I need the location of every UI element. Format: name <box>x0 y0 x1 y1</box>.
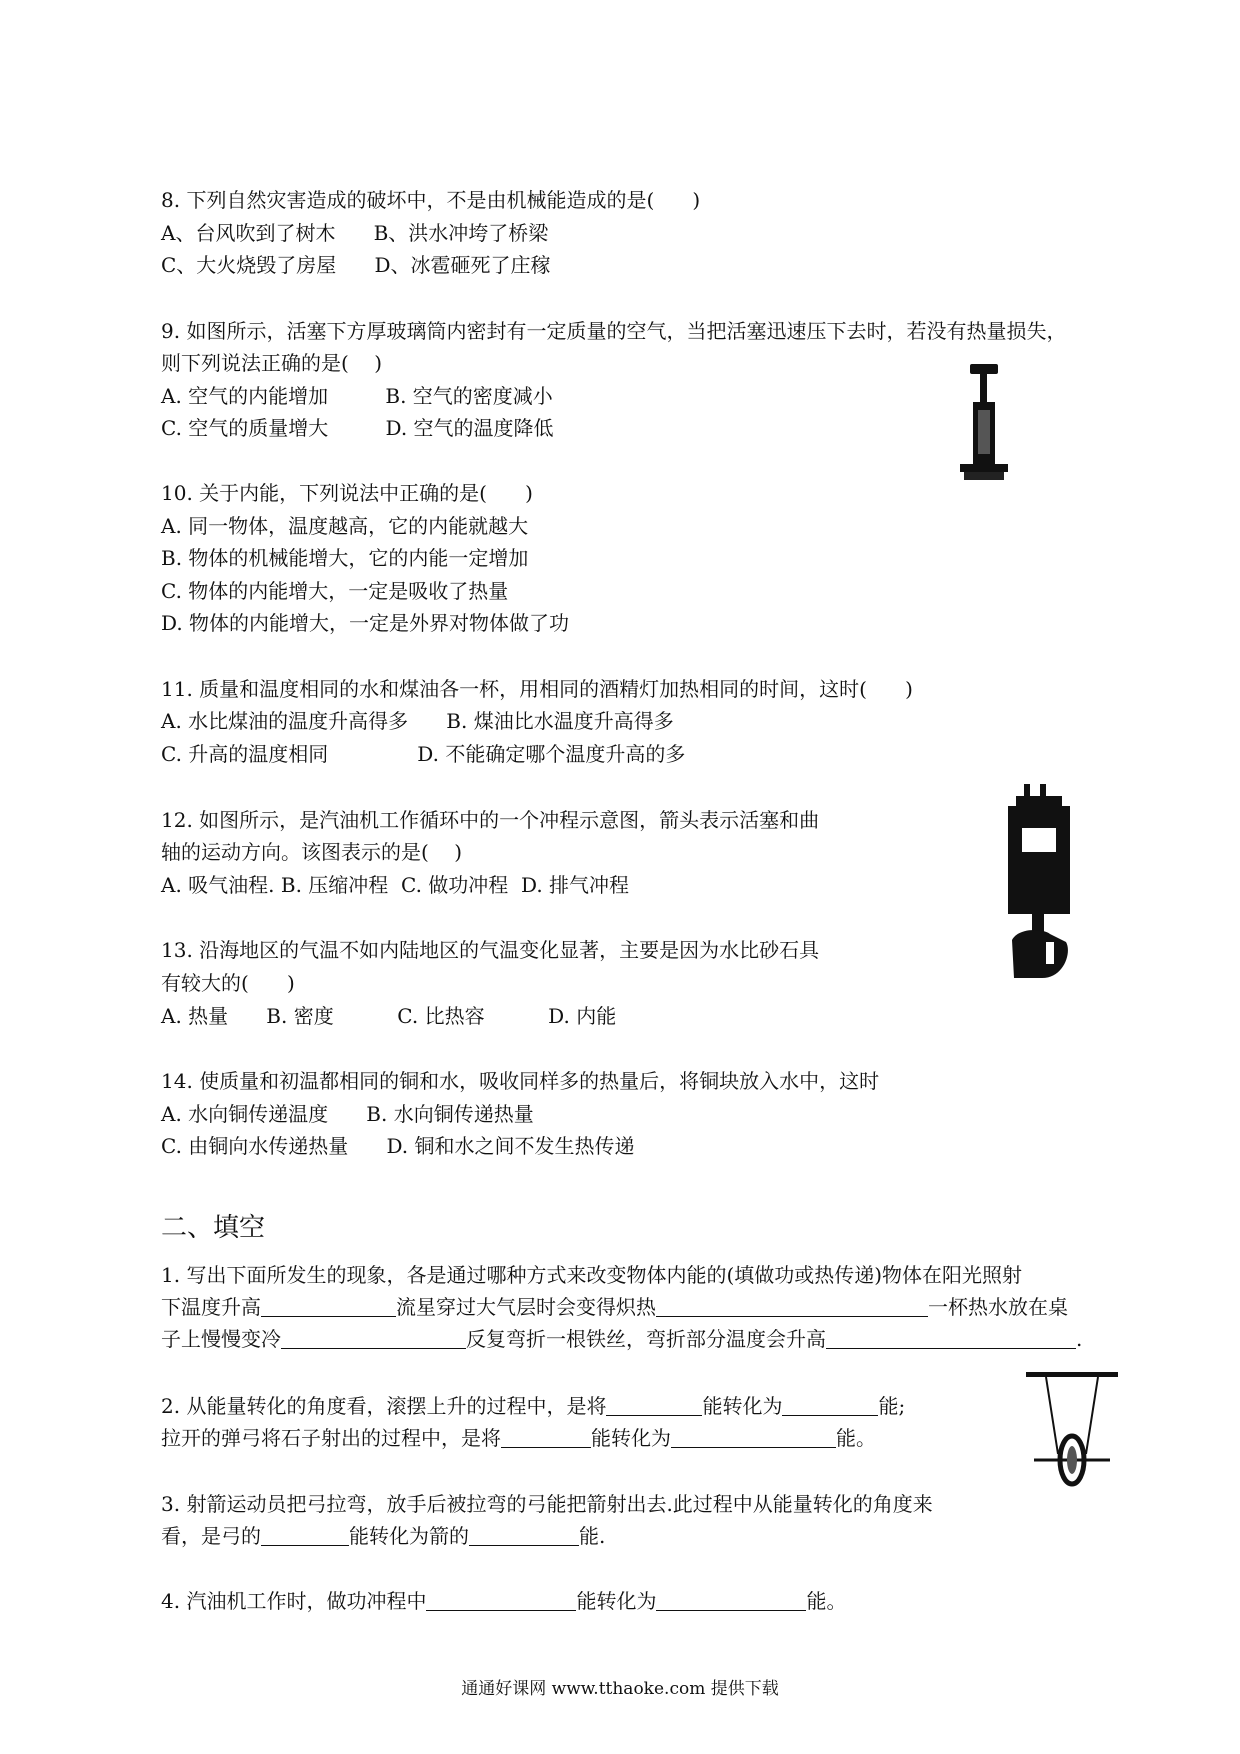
fill1-blank-3[interactable] <box>281 1328 466 1349</box>
q10-stem: 10. 关于内能，下列说法中正确的是( ) <box>161 481 533 505</box>
fill2-blank-4[interactable] <box>671 1427 836 1448</box>
q10-option-c: C. 物体的内能增大，一定是吸收了热量 <box>161 579 509 603</box>
fill3-blank-1[interactable] <box>261 1525 349 1546</box>
fill4-text-3: 能。 <box>806 1589 847 1613</box>
fill1-blank-2[interactable] <box>656 1296 928 1317</box>
q11-options-cd: C. 升高的温度相同 D. 不能确定哪个温度升高的多 <box>161 742 686 766</box>
q9-stem-line1: 9. 如图所示，活塞下方厚玻璃筒内密封有一定质量的空气，当把活塞迅速压下去时，若没有热量损失， <box>161 319 1067 343</box>
fill2-text-1: 2. 从能量转化的角度看，滚摆上升的过程中，是将 <box>161 1394 607 1418</box>
q8-options-cd: C、大火烧毁了房屋 D、冰雹砸死了庄稼 <box>161 253 551 277</box>
fill2-blank-1[interactable] <box>606 1395 702 1416</box>
q14-stem: 14. 使质量和初温都相同的铜和水，吸收同样多的热量后，将铜块放入水中，这时 <box>161 1069 880 1093</box>
fill2-blank-3[interactable] <box>501 1427 591 1448</box>
fill1-text-2: 流星穿过大气层时会变得炽热 <box>396 1295 656 1319</box>
fill3-text-2: 能转化为箭的 <box>349 1524 469 1548</box>
fill3-line2 <box>161 1524 605 1548</box>
fill1-blank-4[interactable] <box>826 1328 1076 1349</box>
engine-stroke-figure <box>1002 782 1078 982</box>
fill2-line1 <box>161 1394 905 1418</box>
page-footer: 通通好课网 www.tthaoke.com 提供下载 <box>461 1679 779 1699</box>
fill4-blank-2[interactable] <box>656 1590 806 1611</box>
q12-stem-line1: 12. 如图所示，是汽油机工作循环中的一个冲程示意图，箭头表示活塞和曲 <box>161 808 820 832</box>
q9-stem-line2: 则下列说法正确的是( ) <box>161 351 383 375</box>
q9-options-ab: A. 空气的内能增加 B. 空气的密度减小 <box>161 384 553 408</box>
q8-options-ab: A、台风吹到了树木 B、洪水冲垮了桥梁 <box>161 221 549 245</box>
rolling-pendulum-figure <box>1022 1370 1122 1488</box>
fill1-text-1: 下温度升高 <box>161 1295 261 1319</box>
q9-options-cd: C. 空气的质量增大 D. 空气的温度降低 <box>161 416 554 440</box>
fill2-line2 <box>161 1426 876 1450</box>
q10-option-d: D. 物体的内能增大，一定是外界对物体做了功 <box>161 611 570 635</box>
q10-option-a: A. 同一物体，温度越高，它的内能就越大 <box>161 514 529 538</box>
section-heading: 二、填空 <box>161 1213 266 1243</box>
q8-stem: 8. 下列自然灾害造成的破坏中，不是由机械能造成的是( ) <box>161 188 701 212</box>
q10-option-b: B. 物体的机械能增大，它的内能一定增加 <box>161 546 529 570</box>
fill2-blank-2[interactable] <box>782 1395 878 1416</box>
q13-stem-line2: 有较大的( ) <box>161 971 295 995</box>
fill1-text-3: 一杯热水放在桌 <box>928 1295 1068 1319</box>
fill1-line1: 1. 写出下面所发生的现象，各是通过哪种方式来改变物体内能的(填做功或热传递)物体在阳光照射 <box>161 1263 1023 1287</box>
fill1-text-6: . <box>1076 1327 1083 1351</box>
fill3-text-3: 能. <box>579 1524 606 1548</box>
q14-options-cd: C. 由铜向水传递热量 D. 铜和水之间不发生热传递 <box>161 1134 635 1158</box>
fill3-line1: 3. 射箭运动员把弓拉弯，放手后被拉弯的弓能把箭射出去.此过程中从能量转化的角度来 <box>161 1492 933 1516</box>
q12-stem-line2: 轴的运动方向。该图表示的是( ) <box>161 840 463 864</box>
fill4-text-1: 4. 汽油机工作时，做功冲程中 <box>161 1589 427 1613</box>
q13-stem-line1: 13. 沿海地区的气温不如内陆地区的气温变化显著，主要是因为水比砂石具 <box>161 938 820 962</box>
fill2-text-4: 拉开的弹弓将石子射出的过程中，是将 <box>161 1426 501 1450</box>
fill1-text-4: 子上慢慢变冷 <box>161 1327 281 1351</box>
q12-options: A. 吸气油程. B. 压缩冲程 C. 做功冲程 D. 排气冲程 <box>161 873 630 897</box>
piston-cylinder-figure <box>956 362 1012 484</box>
q11-stem: 11. 质量和温度相同的水和煤油各一杯，用相同的酒精灯加热相同的时间，这时( ) <box>161 677 913 701</box>
fill2-text-5: 能转化为 <box>591 1426 671 1450</box>
q14-options-ab: A. 水向铜传递温度 B. 水向铜传递热量 <box>161 1102 534 1126</box>
fill4-line1 <box>161 1589 846 1613</box>
fill2-text-3: 能; <box>878 1394 906 1418</box>
fill2-text-2: 能转化为 <box>702 1394 783 1418</box>
fill4-blank-1[interactable] <box>426 1590 576 1611</box>
q11-options-ab: A. 水比煤油的温度升高得多 B. 煤油比水温度升高得多 <box>161 709 674 733</box>
q13-options: A. 热量 B. 密度 C. 比热容 D. 内能 <box>161 1004 617 1028</box>
fill2-text-6: 能。 <box>836 1426 876 1450</box>
fill1-line3 <box>161 1327 1082 1351</box>
fill1-line2 <box>161 1295 1068 1319</box>
fill1-blank-1[interactable] <box>261 1296 396 1317</box>
fill4-text-2: 能转化为 <box>576 1589 657 1613</box>
fill3-text-1: 看，是弓的 <box>161 1524 261 1548</box>
fill1-text-5: 反复弯折一根铁丝，弯折部分温度会升高 <box>466 1327 826 1351</box>
fill3-blank-2[interactable] <box>469 1525 579 1546</box>
